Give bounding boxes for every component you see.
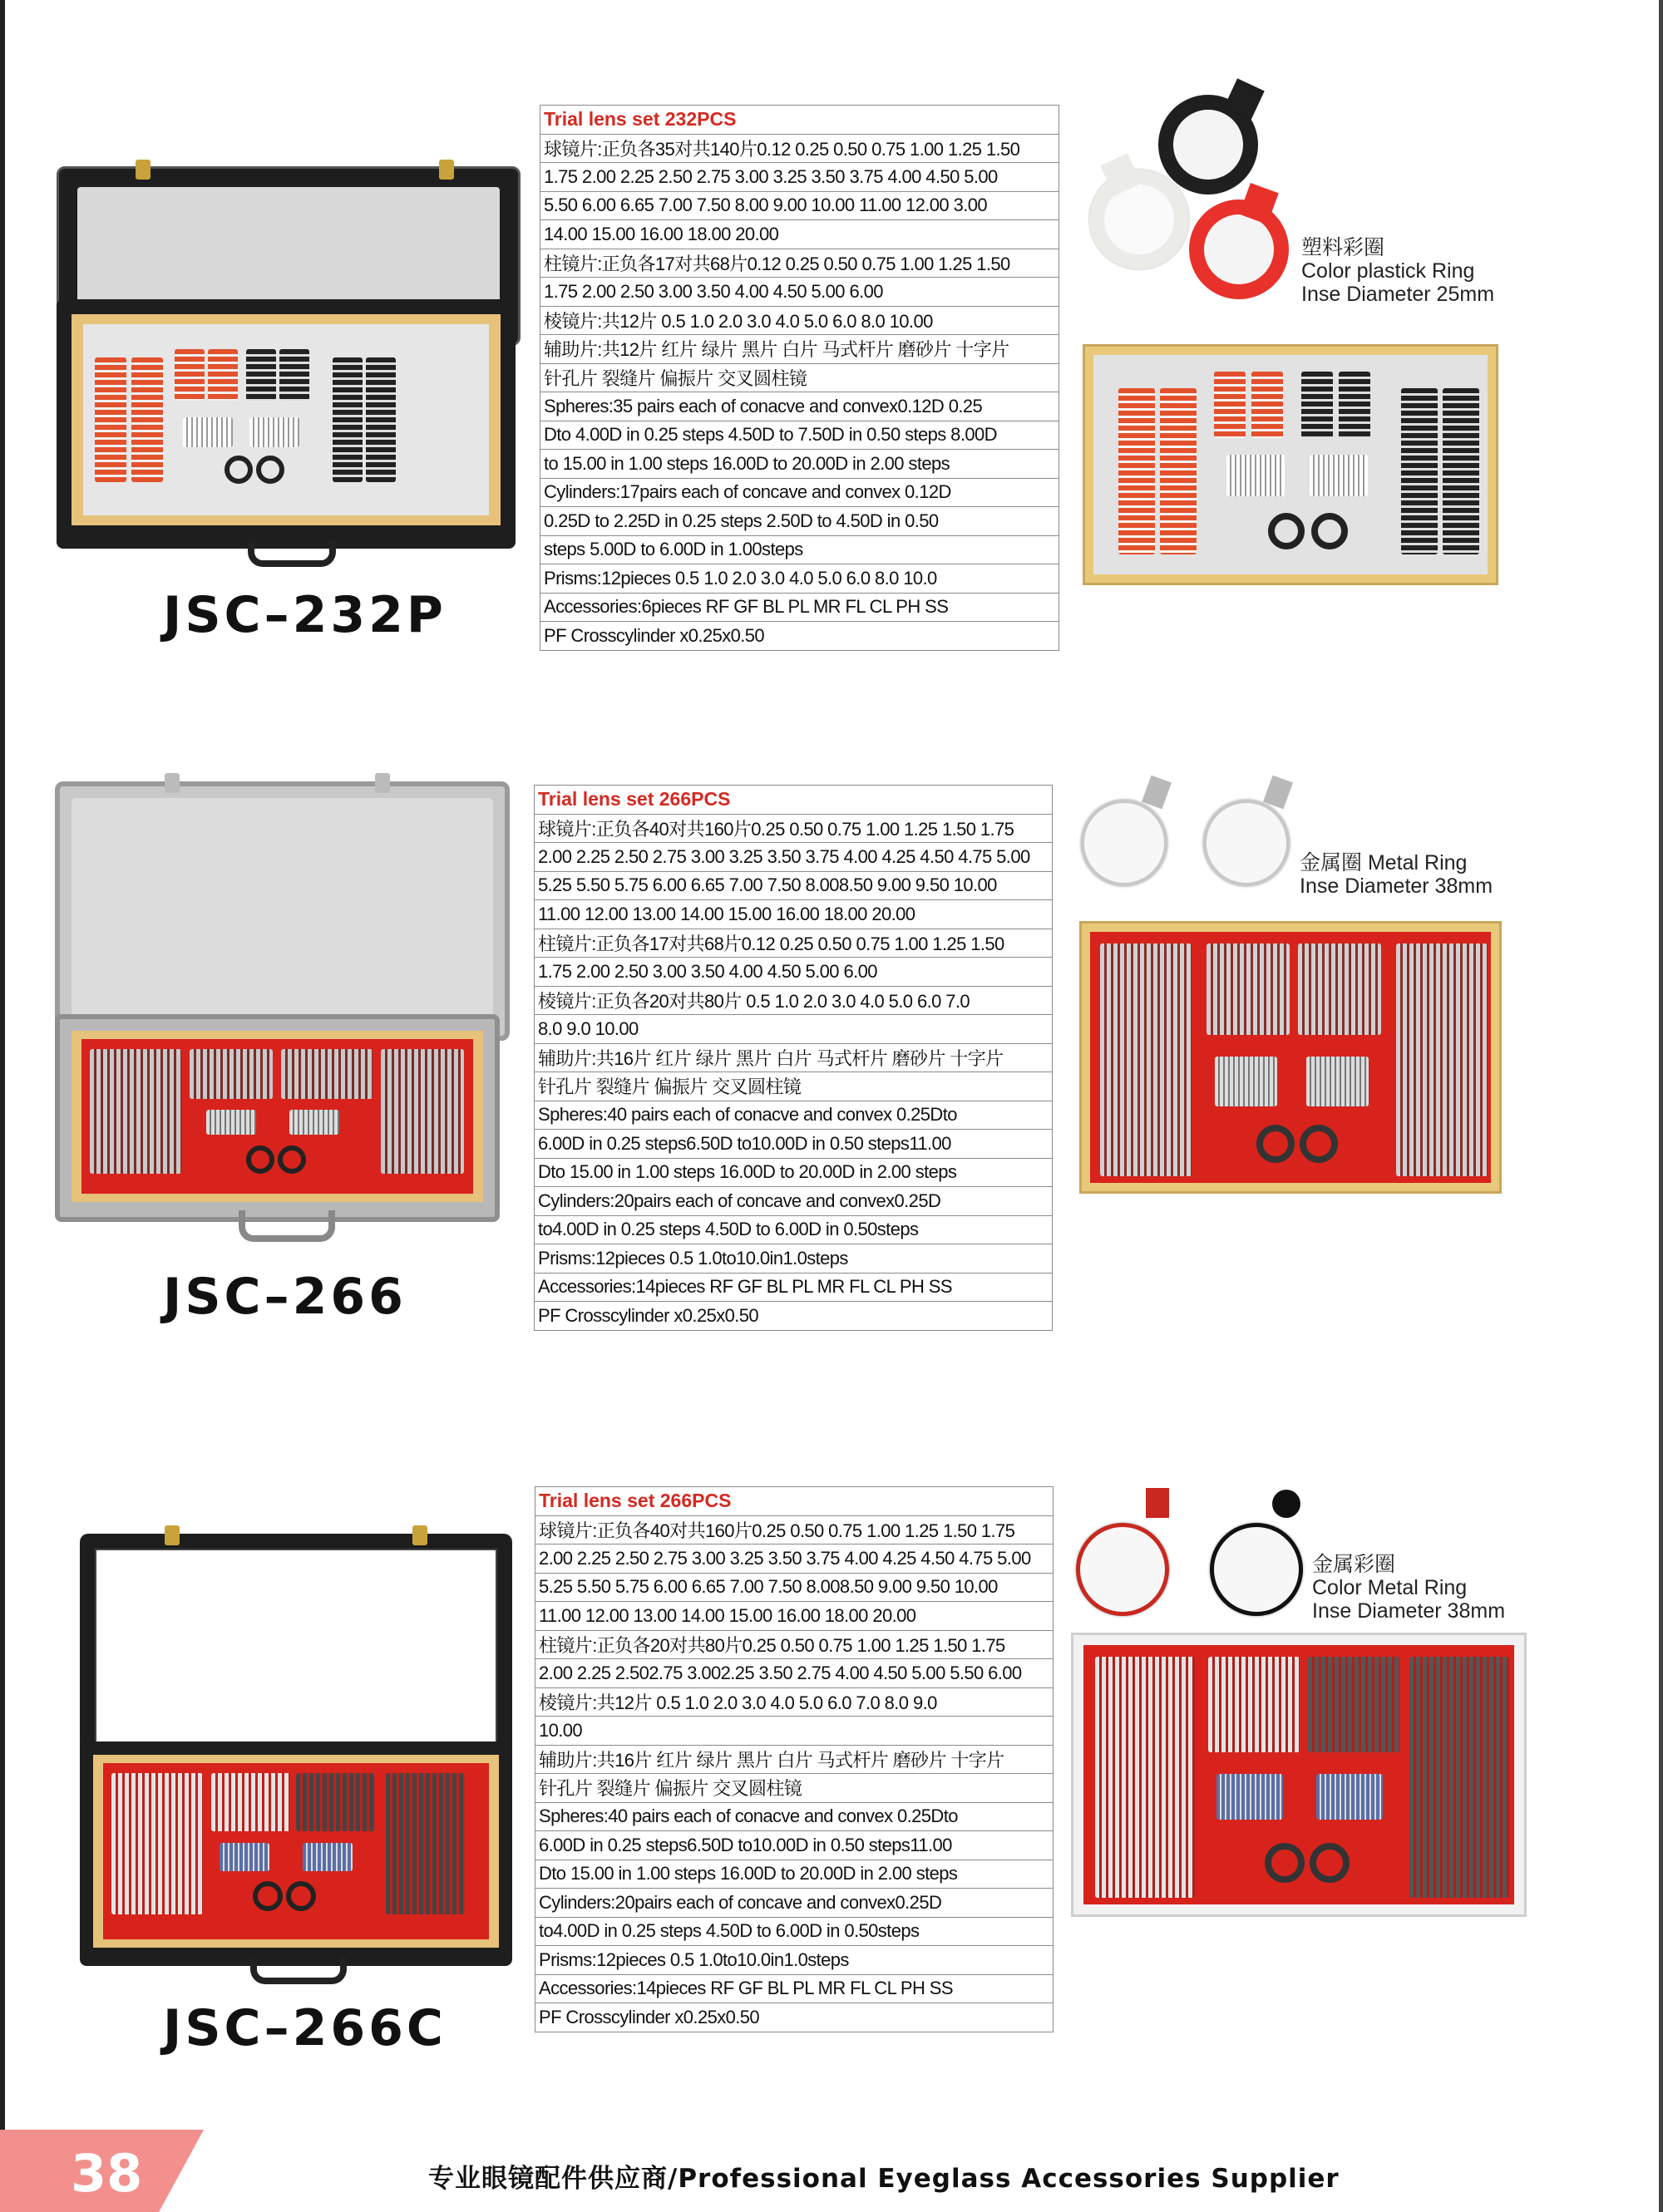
spec-row — [535, 1544, 1054, 1574]
lens-row-silver — [281, 1049, 373, 1099]
spec-line: 11.00 12.00 13.00 14.00 15.00 16.00 18.00 20.00 — [535, 1602, 1054, 1631]
model-name: JSC–232P — [163, 586, 447, 644]
spec-row — [535, 1487, 1054, 1516]
spec-line: Cylinders:17pairs each of concave and convex 0.12D — [540, 478, 1059, 507]
spec-row — [535, 1273, 1053, 1302]
spec-line: 柱镜片:正负各17对共68片0.12 0.25 0.50 0.75 1.00 1.25 1.50 — [540, 249, 1059, 278]
case-tray — [80, 1742, 512, 1966]
case-image-266 — [55, 781, 500, 1247]
spec-row — [540, 306, 1059, 335]
lens-row-red — [95, 357, 126, 482]
trial-frame-icon — [253, 1881, 283, 1911]
case-latch — [439, 160, 454, 180]
spec-line: Dto 15.00 in 1.00 steps 16.00D to 20.00D in 2.00 steps — [535, 1158, 1053, 1187]
spec-row — [540, 163, 1059, 192]
plastic-ring-red — [1189, 200, 1289, 299]
spec-line: Spheres:40 pairs each of conacve and convex 0.25Dto — [535, 1802, 1054, 1831]
case-latch — [412, 1525, 427, 1545]
trial-frame-icon — [278, 1145, 306, 1174]
spec-row — [540, 593, 1059, 622]
lens-row-red — [211, 1773, 290, 1831]
case-latch — [375, 773, 390, 793]
spec-row — [535, 1302, 1053, 1331]
spec-row — [540, 421, 1059, 450]
case-lid — [55, 781, 510, 1041]
spec-line: 针孔片 裂缝片 偏振片 交叉圆柱镜 — [535, 1774, 1054, 1803]
lens-row-red — [111, 1773, 203, 1914]
spec-line: 棱镜片:正负各20对共80片 0.5 1.0 2.0 3.0 4.0 5.0 6.0 7.0 — [535, 986, 1053, 1015]
spec-line: Prisms:12pieces 0.5 1.0to10.0in1.0steps — [535, 1244, 1053, 1274]
spec-line: 1.75 2.00 2.50 3.00 3.50 4.00 4.50 5.00 6.00 — [535, 958, 1053, 987]
spec-row — [540, 535, 1059, 564]
spec-title: Trial lens set 266PCS — [535, 1487, 1054, 1516]
tray-photo-266 — [1079, 921, 1502, 1194]
spec-row — [540, 249, 1059, 278]
spec-row — [540, 191, 1059, 220]
lens-row-silver — [190, 1049, 273, 1099]
case-handle — [248, 540, 336, 567]
metal-ring — [1203, 800, 1290, 886]
spec-row — [540, 278, 1059, 307]
spec-line: Spheres:40 pairs each of conacve and convex 0.25Dto — [535, 1101, 1053, 1130]
spec-table — [534, 785, 1053, 1331]
spec-row — [535, 1745, 1054, 1774]
spec-line: 针孔片 裂缝片 偏振片 交叉圆柱镜 — [540, 363, 1059, 392]
spec-row — [535, 1831, 1054, 1860]
spec-row — [540, 363, 1059, 392]
spec-line: PF Crosscylinder x0.25x0.50 — [535, 2003, 1054, 2032]
spec-row — [535, 1187, 1053, 1216]
ring-tab — [1146, 1488, 1169, 1518]
lens-row-silver — [381, 1049, 464, 1174]
spec-row — [535, 786, 1053, 815]
spec-line: 球镜片:正负各40对共160片0.25 0.50 0.75 1.00 1.25 1.50 1.75 — [535, 1515, 1054, 1544]
spec-line: Prisms:12pieces 0.5 1.0 2.0 3.0 4.0 5.0 6.0 8.0 10.0 — [540, 564, 1059, 594]
spec-line: Prisms:12pieces 0.5 1.0to10.0in1.0steps — [535, 1946, 1054, 1975]
footer-tagline: 专业眼镜配件供应商/Professional Eyeglass Accessories Supplier — [428, 2164, 1340, 2194]
spec-line: 2.00 2.25 2.50 2.75 3.00 3.25 3.50 3.75 4.00 4.25 4.50 4.75 5.00 — [535, 1544, 1054, 1574]
spec-title: Trial lens set 266PCS — [535, 786, 1053, 815]
spec-row — [535, 1687, 1054, 1717]
spec-line: 2.00 2.25 2.502.75 3.002.25 3.50 2.75 4.00 4.50 5.00 5.50 6.00 — [535, 1659, 1054, 1688]
spec-row — [540, 220, 1059, 249]
spec-line: steps 5.00D to 6.00D in 1.00steps — [540, 535, 1059, 564]
spec-line: 棱镜片:共12片 0.5 1.0 2.0 3.0 4.0 5.0 6.0 8.0 10.00 — [540, 306, 1059, 335]
spec-row — [535, 1130, 1053, 1159]
lens-row-black — [386, 1773, 465, 1914]
spec-row — [535, 1802, 1054, 1831]
spec-row — [535, 1774, 1054, 1803]
trial-frame-icon — [225, 456, 253, 484]
spec-row — [535, 986, 1053, 1015]
page-edge-left — [0, 0, 5, 2212]
spec-line: to4.00D in 0.25 steps 4.50D to 6.00D in 0.50steps — [535, 1215, 1053, 1244]
metal-ring — [1081, 800, 1167, 886]
spec-line: 针孔片 裂缝片 偏振片 交叉圆柱镜 — [535, 1072, 1053, 1101]
spec-line: Cylinders:20pairs each of concave and convex0.25D — [535, 1187, 1053, 1216]
spec-line: 6.00D in 0.25 steps6.50D to10.00D in 0.50 steps11.00 — [535, 1130, 1053, 1159]
spec-line: 5.25 5.50 5.75 6.00 6.65 7.00 7.50 8.008.50 9.00 9.50 10.00 — [535, 871, 1053, 900]
case-handle — [250, 1958, 347, 1984]
spec-row — [535, 1630, 1054, 1659]
case-tray — [55, 1014, 500, 1222]
spec-row — [535, 1860, 1054, 1889]
spec-line: 辅助片:共16片 红片 绿片 黑片 白片 马式杆片 磨砂片 十字片 — [535, 1745, 1054, 1774]
spec-row — [535, 1515, 1054, 1544]
spec-line: 11.00 12.00 13.00 14.00 15.00 16.00 18.00 20.00 — [535, 900, 1053, 929]
spec-row — [535, 1244, 1053, 1274]
trial-frame-icon — [286, 1881, 316, 1911]
prism-row — [249, 417, 299, 447]
spec-row — [540, 450, 1059, 479]
tray-photo-266c — [1071, 1633, 1527, 1917]
spec-line: 14.00 15.00 16.00 18.00 20.00 — [540, 220, 1059, 249]
ring-description: 金属圈 Metal Ring Inse Diameter 38mm — [1300, 851, 1493, 898]
lens-row-black — [333, 357, 363, 482]
spec-row — [540, 106, 1059, 135]
lens-row-silver — [90, 1049, 181, 1174]
lens-row-black — [246, 349, 276, 401]
case-lid — [80, 1534, 512, 1766]
spec-row — [535, 1158, 1053, 1187]
plastic-ring-white — [1089, 170, 1189, 269]
prism-row — [206, 1110, 256, 1135]
tray-photo-232p — [1083, 344, 1498, 585]
spec-line: 10.00 — [535, 1717, 1054, 1746]
prism-row — [183, 417, 233, 447]
spec-line: 5.50 6.00 6.65 7.00 7.50 8.00 9.00 10.00 11.00 12.00 3.00 — [540, 191, 1059, 220]
case-image-266c — [80, 1534, 512, 1983]
spec-row — [540, 622, 1059, 651]
spec-line: 辅助片:共12片 红片 绿片 黑片 白片 马式杆片 磨砂片 十字片 — [540, 335, 1059, 364]
case-image-232p — [57, 166, 516, 549]
spec-row — [540, 335, 1059, 364]
case-tray — [57, 299, 516, 549]
spec-row — [535, 1015, 1053, 1044]
lens-row-black — [366, 357, 396, 482]
spec-line: Accessories:14pieces RF GF BL PL MR FL CL PH SS — [535, 1273, 1053, 1302]
spec-row — [535, 1889, 1054, 1918]
model-name: JSC–266C — [163, 1999, 447, 2057]
spec-line: 球镜片:正负各40对共160片0.25 0.50 0.75 1.00 1.25 1.50 1.75 — [535, 814, 1053, 843]
trial-frame-icon — [256, 456, 284, 484]
spec-line: 5.25 5.50 5.75 6.00 6.65 7.00 7.50 8.008.50 9.00 9.50 10.00 — [535, 1573, 1054, 1602]
spec-line: Dto 15.00 in 1.00 steps 16.00D to 20.00D in 2.00 steps — [535, 1860, 1054, 1889]
spec-row — [535, 843, 1053, 872]
spec-row — [535, 1946, 1054, 1975]
spec-line: Accessories:14pieces RF GF BL PL MR FL CL PH SS — [535, 1974, 1054, 2003]
lens-row-red — [131, 357, 163, 482]
spec-row — [535, 1974, 1054, 2003]
page-edge-right — [1659, 0, 1663, 2212]
spec-line: Spheres:35 pairs each of conacve and convex0.12D 0.25 — [540, 392, 1059, 421]
lens-row-black — [279, 349, 309, 401]
spec-line: to4.00D in 0.25 steps 4.50D to 6.00D in 0.50steps — [535, 1917, 1054, 1946]
case-latch — [165, 1525, 180, 1545]
spec-row — [540, 564, 1059, 594]
spec-line: 2.00 2.25 2.50 2.75 3.00 3.25 3.50 3.75 4.00 4.25 4.50 4.75 5.00 — [535, 843, 1053, 872]
spec-line: 柱镜片:正负各20对共80片0.25 0.50 0.75 1.00 1.25 1.50 1.75 — [535, 1630, 1054, 1659]
case-latch — [165, 773, 180, 793]
spec-row — [535, 929, 1053, 958]
metal-color-ring-black — [1210, 1523, 1303, 1616]
spec-line: 1.75 2.00 2.25 2.50 2.75 3.00 3.25 3.50 3.75 4.00 4.50 5.00 — [540, 163, 1059, 192]
lens-row-red — [208, 349, 238, 401]
ring-tab — [1263, 776, 1293, 810]
spec-row — [535, 1101, 1053, 1130]
spec-line: Accessories:6pieces RF GF BL PL MR FL CL PH SS — [540, 593, 1059, 622]
ring-knob — [1272, 1490, 1300, 1518]
spec-line: Cylinders:20pairs each of concave and convex0.25D — [535, 1889, 1054, 1918]
spec-line: 8.0 9.0 10.00 — [535, 1015, 1053, 1044]
lens-row-red — [175, 349, 205, 401]
spec-row — [535, 1573, 1054, 1602]
spec-title: Trial lens set 232PCS — [540, 106, 1059, 135]
spec-row — [535, 1215, 1053, 1244]
prism-row — [303, 1843, 353, 1871]
spec-row — [535, 2003, 1054, 2032]
lens-row-black — [296, 1773, 375, 1831]
model-name: JSC–266 — [163, 1268, 407, 1326]
spec-row — [535, 1043, 1053, 1072]
ring-description: 塑料彩圈 Color plastick Ring Inse Diameter 25mm — [1301, 236, 1495, 306]
spec-row — [535, 1917, 1054, 1946]
spec-line: PF Crosscylinder x0.25x0.50 — [535, 1302, 1053, 1331]
spec-row — [540, 478, 1059, 507]
spec-line: 棱镜片:共12片 0.5 1.0 2.0 3.0 4.0 5.0 6.0 7.0 8.0 9.0 — [535, 1687, 1054, 1717]
spec-line: 0.25D to 2.25D in 0.25 steps 2.50D to 4.50D in 0.50 — [540, 507, 1059, 536]
spec-line: 球镜片:正负各35对共140片0.12 0.25 0.50 0.75 1.00 1.25 1.50 — [540, 134, 1059, 163]
spec-line: PF Crosscylinder x0.25x0.50 — [540, 622, 1059, 651]
spec-row — [540, 392, 1059, 421]
spec-row — [540, 507, 1059, 536]
spec-line: Dto 4.00D in 0.25 steps 4.50D to 7.50D in 0.50 steps 8.00D — [540, 421, 1059, 450]
trial-frame-icon — [246, 1145, 274, 1174]
spec-row — [535, 1602, 1054, 1631]
spec-line: 柱镜片:正负各17对共68片0.12 0.25 0.50 0.75 1.00 1.25 1.50 — [535, 929, 1053, 958]
spec-row — [535, 1072, 1053, 1101]
case-handle — [239, 1210, 335, 1242]
ring-description: 金属彩圈 Color Metal Ring Inse Diameter 38mm — [1312, 1553, 1506, 1623]
ring-tab — [1142, 776, 1172, 810]
spec-row — [535, 958, 1053, 987]
spec-row — [535, 1717, 1054, 1746]
prism-row — [220, 1843, 269, 1871]
spec-table — [535, 1486, 1054, 2032]
spec-row — [535, 871, 1053, 900]
case-latch — [136, 160, 151, 180]
spec-line: 6.00D in 0.25 steps6.50D to10.00D in 0.50 steps11.00 — [535, 1831, 1054, 1860]
spec-table — [540, 105, 1059, 651]
spec-row — [540, 134, 1059, 163]
spec-line: to 15.00 in 1.00 steps 16.00D to 20.00D in 2.00 steps — [540, 450, 1059, 479]
metal-color-ring-red — [1076, 1523, 1169, 1616]
page-number: 38 — [71, 2143, 143, 2204]
prism-row — [289, 1110, 339, 1135]
spec-line: 1.75 2.00 2.50 3.00 3.50 4.00 4.50 5.00 6.00 — [540, 278, 1059, 307]
spec-row — [535, 814, 1053, 843]
spec-row — [535, 1659, 1054, 1688]
spec-line: 辅助片:共16片 红片 绿片 黑片 白片 马式杆片 磨砂片 十字片 — [535, 1043, 1053, 1072]
spec-row — [535, 900, 1053, 929]
